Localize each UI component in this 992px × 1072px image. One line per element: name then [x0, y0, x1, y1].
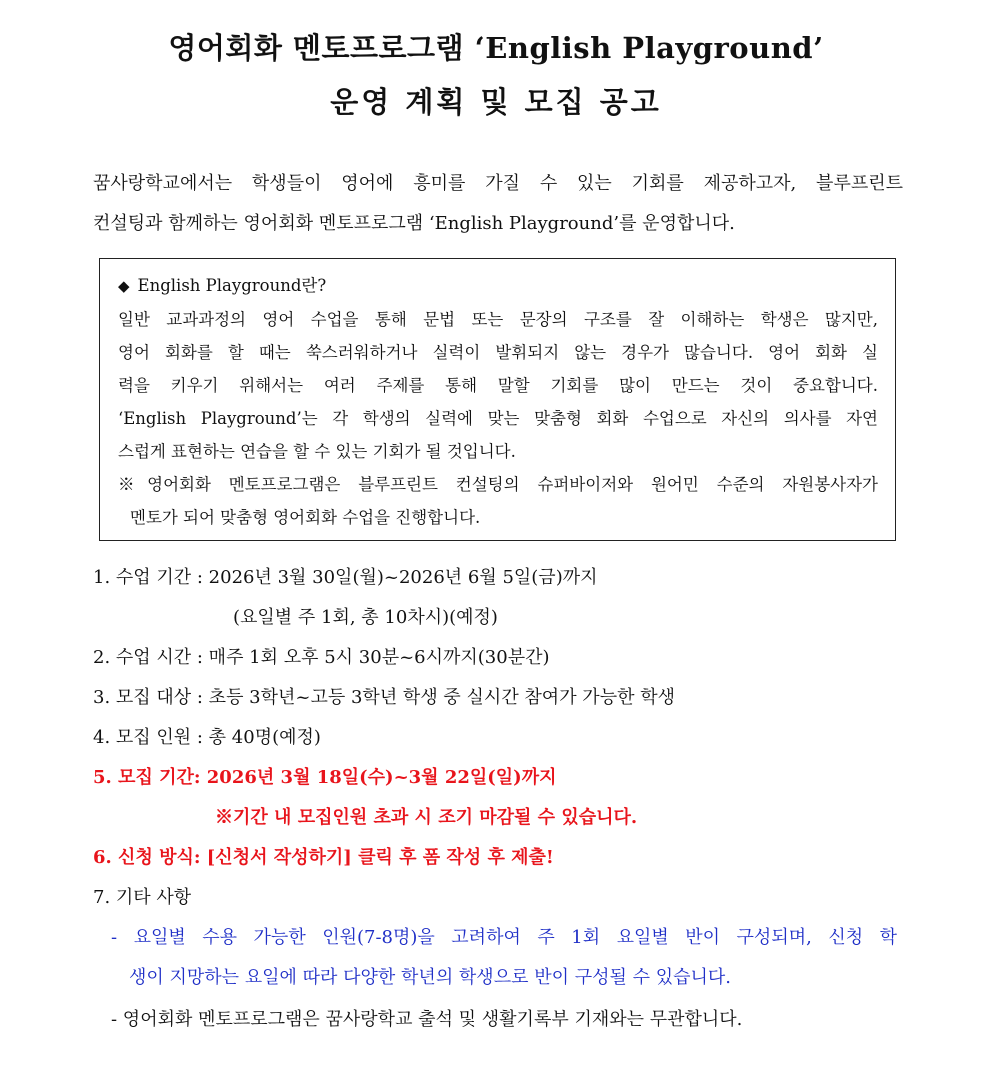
box-heading-text: English Playground란? — [137, 276, 327, 295]
page-title: 영어회화 멘토프로그램 ‘English Playground’ — [168, 31, 824, 65]
etc-bullet-2: - 영어회화 멘토프로그램은 꿈사랑학교 출석 및 생활기록부 기재와는 무관합니다. — [111, 1009, 743, 1030]
intro-line-1: 꿈사랑학교에서는 학생들이 영어에 흥미를 가질 수 있는 기회를 제공하고자, 블루프린트 — [93, 173, 903, 194]
box-line: ‘English Playground’는 각 학생의 실력에 맞는 맞춤형 회화 수업으로 자신의 의사를 자연 — [118, 409, 878, 428]
info-box — [99, 258, 896, 541]
item-recruit-period: 5. 모집 기간: 2026년 3월 18일(수)~3월 22일(일)까지 — [93, 767, 557, 788]
item-recruit-note: ※기간 내 모집인원 초과 시 조기 마감될 수 있습니다. — [215, 807, 638, 828]
item-class-period-sub: (요일별 주 1회, 총 10차시)(예정) — [233, 607, 498, 628]
box-line: 일반 교과과정의 영어 수업을 통해 문법 또는 문장의 구조를 잘 이해하는 학생은 많지만, — [118, 310, 878, 329]
etc-bullet-1-line-2: 생이 지망하는 요일에 따라 다양한 학년의 학생으로 반이 구성될 수 있습니다. — [129, 967, 731, 988]
item-headcount: 4. 모집 인원 : 총 40명(예정) — [93, 727, 321, 748]
box-note-line-1: ※영어회화 멘토프로그램은 블루프린트 컨설팅의 슈퍼바이저와 원어민 수준의 자원봉사자가 — [118, 475, 878, 494]
item-class-time: 2. 수업 시간 : 매주 1회 오후 5시 30분~6시까지(30분간) — [93, 647, 550, 668]
intro-paragraph — [93, 164, 903, 244]
etc-bullet-1-line-1: - 요일별 수용 가능한 인원(7-8명)을 고려하여 주 1회 요일별 반이 구성되며, 신청 학 — [111, 927, 897, 948]
box-line: 스럽게 표현하는 연습을 할 수 있는 기회가 될 것입니다. — [118, 442, 516, 461]
box-line: 력을 키우기 위해서는 여러 주제를 통해 말할 기회를 많이 만드는 것이 중요합니다. — [118, 376, 878, 395]
box-heading — [118, 269, 878, 303]
diamond-icon: ◆ — [118, 277, 130, 295]
box-line: 영어 회화를 할 때는 쑥스러워하거나 실력이 발휘되지 않는 경우가 많습니다. 영어 회화 실 — [118, 343, 878, 362]
page-subtitle: 운영 계획 및 모집 공고 — [330, 85, 662, 119]
box-note-line-2: 멘토가 되어 맞춤형 영어회화 수업을 진행합니다. — [130, 508, 481, 527]
item-class-period: 1. 수업 기간 : 2026년 3월 30일(월)~2026년 6월 5일(금)까지 — [93, 567, 598, 588]
item-target: 3. 모집 대상 : 초등 3학년~고등 3학년 학생 중 실시간 참여가 가능한 학생 — [93, 687, 675, 708]
item-etc: 7. 기타 사항 — [93, 887, 192, 908]
item-apply-method: 6. 신청 방식: [신청서 작성하기] 클릭 후 폼 작성 후 제출! — [93, 847, 554, 868]
intro-line-2: 컨설팅과 함께하는 영어회화 멘토프로그램 ‘English Playground’를 운영합니다. — [93, 213, 735, 234]
